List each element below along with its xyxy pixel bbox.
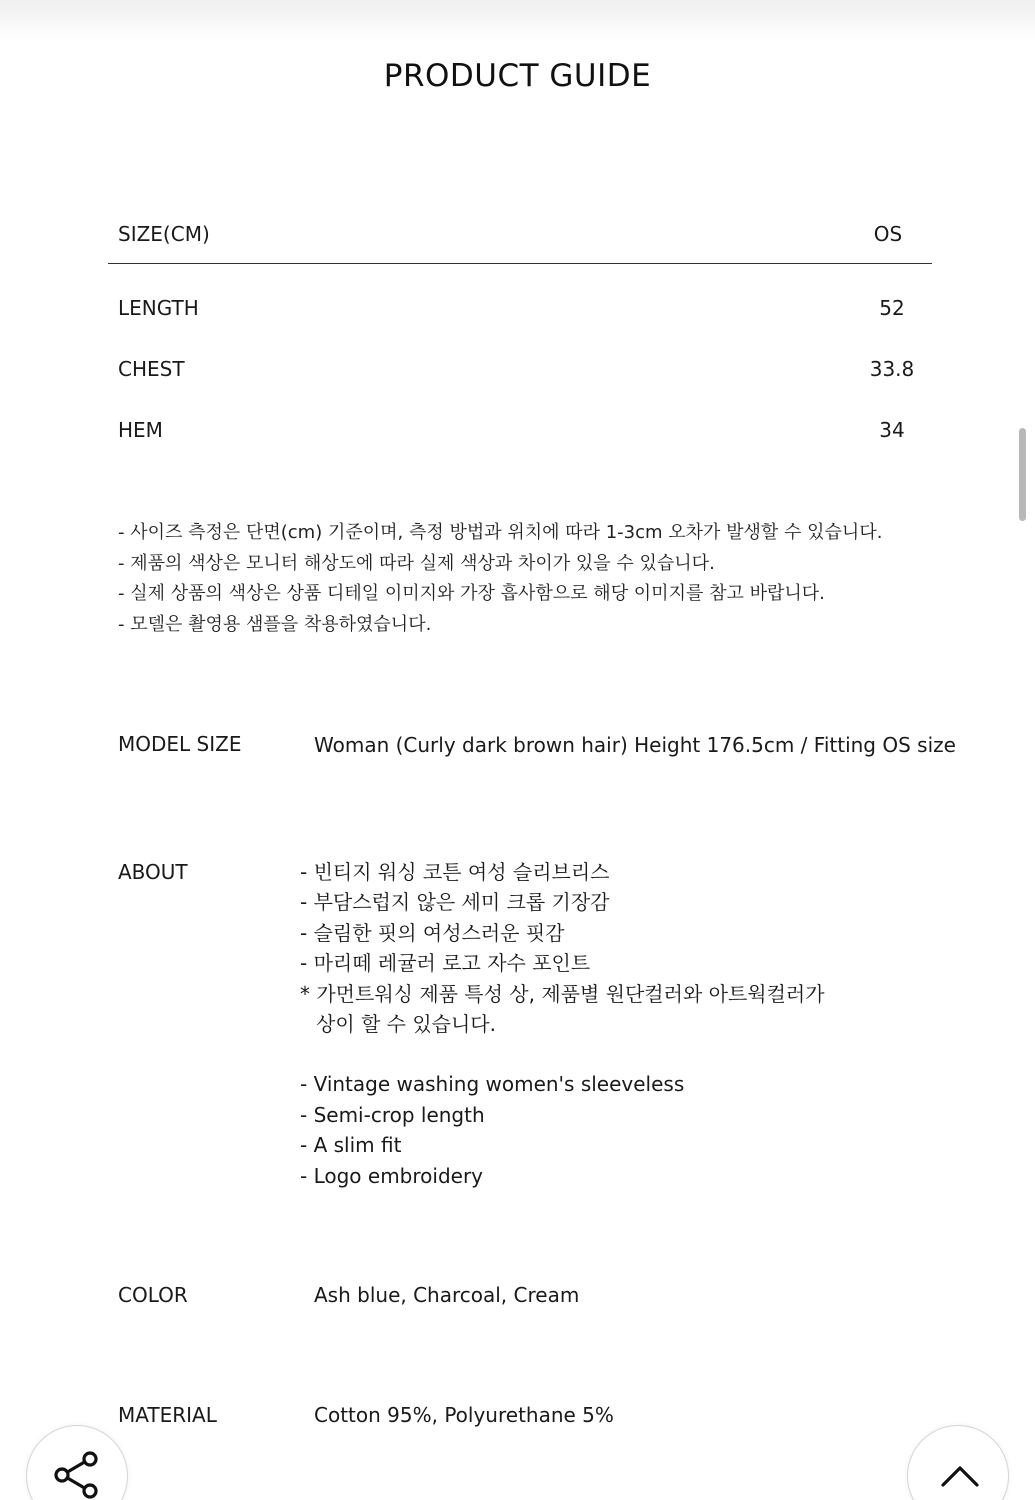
- size-header-value: OS: [873, 222, 903, 246]
- about-line: - 마리떼 레귤러 로고 자수 포인트: [300, 951, 591, 976]
- share-button[interactable]: [26, 1425, 128, 1500]
- size-table-header: [118, 222, 918, 246]
- note-line: - 실제 상품의 색상은 상품 디테일 이미지와 가장 흡사함으로 해당 이미지를 참고 바랍니다.: [118, 583, 825, 604]
- size-row-label: HEM: [118, 418, 163, 442]
- size-table-body: [118, 296, 922, 479]
- about-line: - Semi-crop length: [300, 1102, 485, 1127]
- material-value: Cotton 95%, Polyurethane 5%: [314, 1403, 614, 1427]
- model-size-label: MODEL SIZE: [118, 732, 242, 756]
- about-line: - 슬림한 핏의 여성스러운 핏감: [300, 920, 565, 945]
- about-spacer: [300, 1039, 825, 1069]
- color-label: COLOR: [118, 1283, 188, 1307]
- size-row-hem: [118, 418, 922, 479]
- page-title: PRODUCT GUIDE: [383, 58, 652, 94]
- about-line: - 빈티지 워싱 코튼 여성 슬리브리스: [300, 860, 610, 884]
- share-icon: [51, 1450, 101, 1500]
- size-notes: [118, 518, 918, 640]
- about-label: ABOUT: [118, 860, 188, 884]
- note-line: - 제품의 색상은 모니터 해상도에 따라 실제 색상과 차이가 있을 수 있습니다.: [118, 552, 715, 574]
- model-size-value: Woman (Curly dark brown hair) Height 176.5cm / Fitting OS size: [314, 733, 956, 757]
- size-row-length: [118, 296, 922, 357]
- size-row-value: 52: [879, 296, 905, 320]
- about-description: [300, 857, 825, 1191]
- about-line: - A slim fit: [300, 1133, 402, 1158]
- size-row-value: 34: [879, 418, 905, 442]
- about-line: 상이 할 수 있습니다.: [316, 1012, 496, 1037]
- about-line: * 가먼트워싱 제품 특성 상, 제품별 원단컬러와 아트웍컬러가: [300, 981, 825, 1006]
- about-line: - Logo embroidery: [300, 1163, 484, 1188]
- about-line: - Vintage washing women's sleeveless: [300, 1072, 685, 1097]
- size-header-label: SIZE(CM): [118, 222, 210, 246]
- material-label: MATERIAL: [118, 1403, 217, 1427]
- about-line: - 부담스럽지 않은 세미 크롭 기장감: [300, 890, 610, 915]
- size-row-label: CHEST: [118, 357, 185, 381]
- size-row-chest: [118, 357, 922, 418]
- size-table-divider: [108, 263, 932, 264]
- scrollbar-thumb[interactable]: [1019, 428, 1026, 521]
- scroll-to-top-button[interactable]: [907, 1425, 1009, 1500]
- note-line: - 사이즈 측정은 단면(cm) 기준이며, 측정 방법과 위치에 따라 1-3cm 오차가 발생할 수 있습니다.: [118, 522, 883, 543]
- chevron-up-icon: [940, 1464, 980, 1488]
- size-row-value: 33.8: [869, 357, 915, 381]
- size-row-label: LENGTH: [118, 296, 199, 320]
- note-line: - 모델은 촬영용 샘플을 착용하였습니다.: [118, 613, 432, 635]
- color-value: Ash blue, Charcoal, Cream: [314, 1283, 580, 1307]
